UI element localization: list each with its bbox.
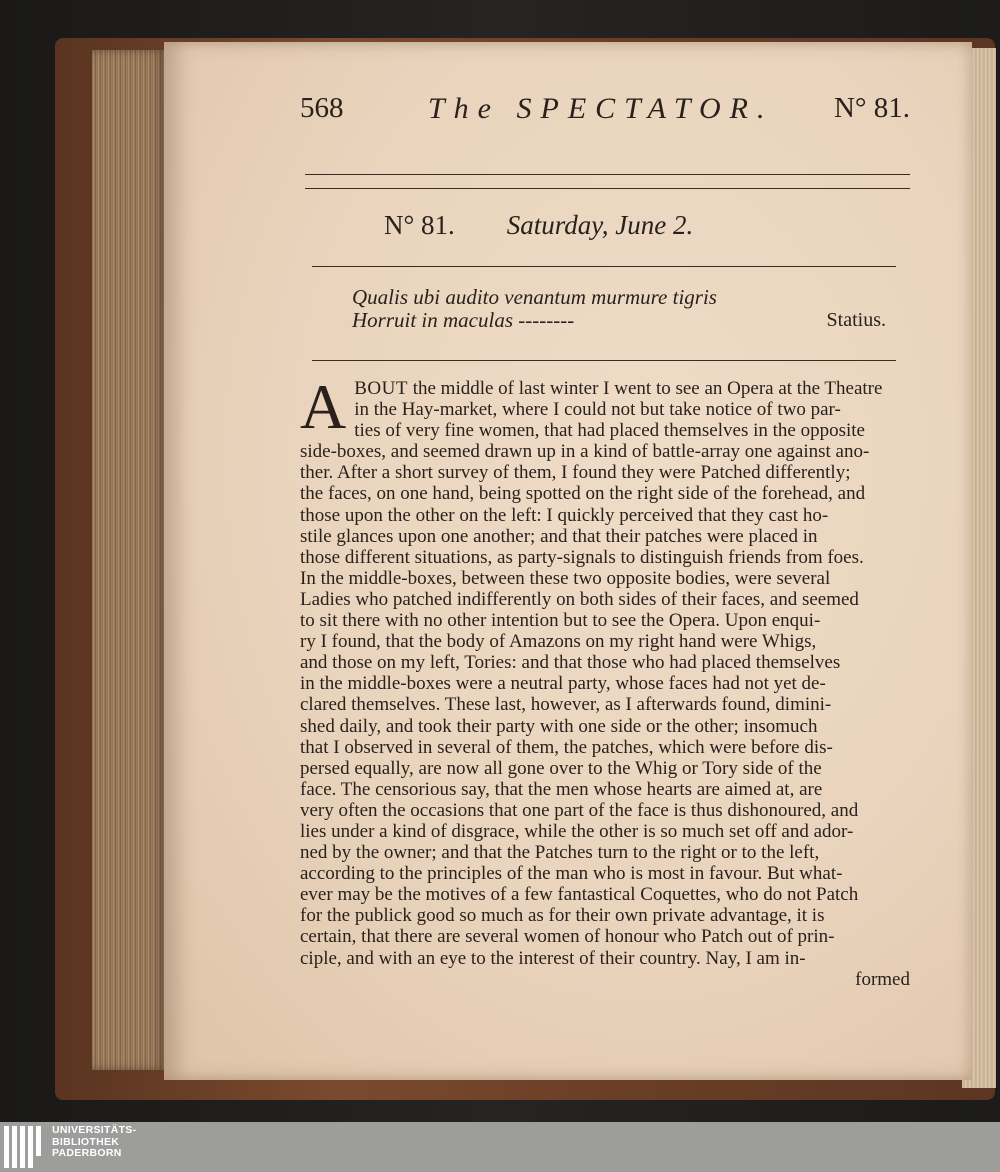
running-title: The SPECTATOR. [428,92,774,125]
article-line: certain, that there are several women of honour who Patch out of prin- [300,926,835,948]
issue-rule [312,266,896,267]
library-logo-icon [4,1126,44,1168]
article-line: In the middle-boxes, between these two opposite bodies, were several [300,567,831,589]
motto-line-1: Qualis ubi audito venantum murmure tigris [352,285,717,309]
article-line: in the middle-boxes were a neutral party, whose faces had not yet de- [300,673,826,695]
article-line: according to the principles of the man who is most in favour. But what- [300,863,843,885]
article-text [300,371,883,969]
drop-cap: A [300,371,347,442]
lead-word: BOUT [354,378,408,399]
article-line: those different situations, as party-signals to distinguish friends from foes. [300,546,864,568]
article-line: ther. After a short survey of them, I found they were Patched differently; [300,462,851,484]
article-line: the faces, on one hand, being spotted on the right side of the forehead, and [300,483,866,505]
running-head [300,92,910,136]
motto-author: Statius. [826,309,886,331]
page-edges-left [92,50,166,1070]
article-line: face. The censorious say, that the men whose hearts are aimed at, are [300,778,823,800]
catchword: formed [855,968,910,990]
issue-heading [384,210,693,241]
article-line: stile glances upon one another; and that their patches were placed in [300,525,818,547]
motto-line-2: Horruit in maculas -------- [352,308,575,332]
page-content [300,92,910,990]
issue-date: Saturday, June 2. [506,210,694,240]
article-line: those upon the other on the left: I quickly perceived that they cast ho- [300,504,829,526]
library-name-line-2: BIBLIOTHEK [52,1135,120,1148]
article-line: for the publick good so much as for their own private advantage, it is [300,905,825,927]
article-line: shed daily, and took their party with one side or the other; insomuch [300,715,818,737]
article-line: to sit there with no other intention but to see the Opera. Upon enqui- [300,610,821,632]
article-line: Ladies who patched indifferently on both sides of their faces, and seemed [300,588,859,610]
article-line: ry I found, that the body of Amazons on my right hand were Whigs, [300,631,817,653]
motto-rule [312,360,896,361]
article-line: ned by the owner; and that the Patches turn to the right or to the left, [300,842,820,864]
article-line: clared themselves. These last, however, as I afterwards found, dimini- [300,694,832,716]
article-line: side-boxes, and seemed drawn up in a kind of battle-array one against ano- [300,441,870,463]
article-line: lies under a kind of disgrace, while the other is so much set off and ador- [300,820,854,842]
article-line: the middle of last winter I went to see an Opera at the Theatre [412,378,883,399]
library-name-line-3: PADERBORN [52,1147,122,1159]
article-line: ciple, and with an eye to the interest of their country. Nay, I am in- [300,947,806,969]
header-rule-bottom [305,188,910,189]
article-line: in the Hay-market, where I could not but take notice of two par- [354,399,841,421]
running-number: N° 81. [833,92,910,124]
library-footer [0,1122,1000,1172]
article-line: and those on my left, Tories: and that those who had placed themselves [300,652,841,674]
header-rule-top [305,174,910,175]
motto [352,286,886,332]
article-line: very often the occasions that one part of the face is thus dishonoured, and [300,799,859,821]
library-name [52,1125,136,1160]
issue-number: N° 81. [384,210,455,240]
library-name-line-1: UNIVERSITÄTS- [52,1124,137,1136]
article-line: ever may be the motives of a few fantastical Coquettes, who do not Patch [300,884,859,906]
page-number: 568 [300,92,344,124]
article-line: that I observed in several of them, the patches, which were before dis- [300,736,833,758]
article-body [300,371,910,990]
article-line: ties of very fine women, that had placed themselves in the opposite [354,420,865,442]
article-line: persed equally, are now all gone over to the Whig or Tory side of the [300,757,822,779]
